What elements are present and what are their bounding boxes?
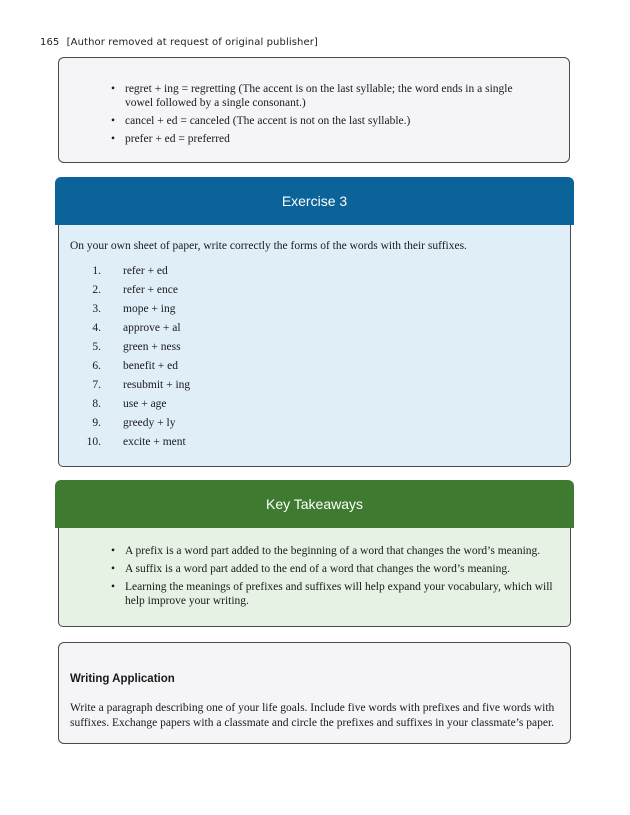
running-header (40, 37, 318, 48)
list-item: • Learning the meanings of prefixes and suffixes will help expand your vocabulary, which will help improve your writing. (111, 580, 559, 608)
item-text: resubmit + ing (123, 379, 191, 391)
writing-application-title: Writing Application (70, 673, 175, 685)
list-item: • prefer + ed = preferred (111, 132, 531, 146)
list-item (81, 359, 190, 378)
item-number: 7. (92, 379, 101, 391)
exercise-body (58, 225, 571, 467)
item-text: green + ness (123, 341, 181, 353)
list-item (81, 397, 190, 416)
list-item (81, 321, 190, 340)
exercise-list (81, 264, 190, 454)
item-number: 2. (92, 284, 101, 296)
list-item: • regret + ing = regretting (The accent is on the last syllable; the word ends in a single vowel followed by a single consonant.) (111, 82, 531, 110)
list-item (81, 435, 190, 454)
list-item (81, 264, 190, 283)
item-number: 8. (92, 398, 101, 410)
item-text: greedy + ly (123, 417, 176, 429)
key-takeaways-list (111, 544, 559, 612)
running-title: [Author removed at request of original publisher] (66, 37, 318, 48)
key-takeaways-box (55, 480, 574, 628)
page-number: 165 (40, 37, 60, 48)
exercise-title: Exercise 3 (55, 177, 574, 225)
writing-application-box (58, 642, 571, 744)
list-item (81, 378, 190, 397)
doubling-examples-box (58, 57, 570, 163)
item-number: 9. (92, 417, 101, 429)
writing-application-text: Write a paragraph describing one of your life goals. Include five words with prefixes and five words with suffixes. Exchange papers with a classmate and circle the prefixes and suffixes in your classmate’s paper. (70, 702, 555, 729)
exercise-box (55, 177, 574, 468)
doubling-examples-list (111, 82, 531, 150)
item-text: benefit + ed (123, 360, 179, 372)
list-item (81, 283, 190, 302)
item-text: mope + ing (123, 303, 176, 315)
list-item: • A suffix is a word part added to the end of a word that changes the word’s meaning. (111, 562, 559, 576)
item-number: 3. (92, 303, 101, 315)
item-text: excite + ment (123, 436, 186, 448)
list-item: • cancel + ed = canceled (The accent is not on the last syllable.) (111, 114, 531, 128)
exercise-instructions: On your own sheet of paper, write correctly the forms of the words with their suffixes. (70, 240, 467, 252)
key-takeaways-title: Key Takeaways (55, 480, 574, 528)
list-item: • A prefix is a word part added to the beginning of a word that changes the word’s meaning. (111, 544, 559, 558)
list-item (81, 340, 190, 359)
item-number: 4. (92, 322, 101, 334)
list-item (81, 416, 190, 435)
item-number: 1. (92, 265, 101, 277)
item-text: refer + ence (123, 284, 178, 296)
item-number: 6. (92, 360, 101, 372)
item-text: approve + al (123, 322, 181, 334)
item-number: 10. (86, 436, 101, 448)
item-text: use + age (123, 398, 167, 410)
key-takeaways-body (58, 528, 571, 627)
item-number: 5. (92, 341, 101, 353)
list-item (81, 302, 190, 321)
item-text: refer + ed (123, 265, 168, 277)
